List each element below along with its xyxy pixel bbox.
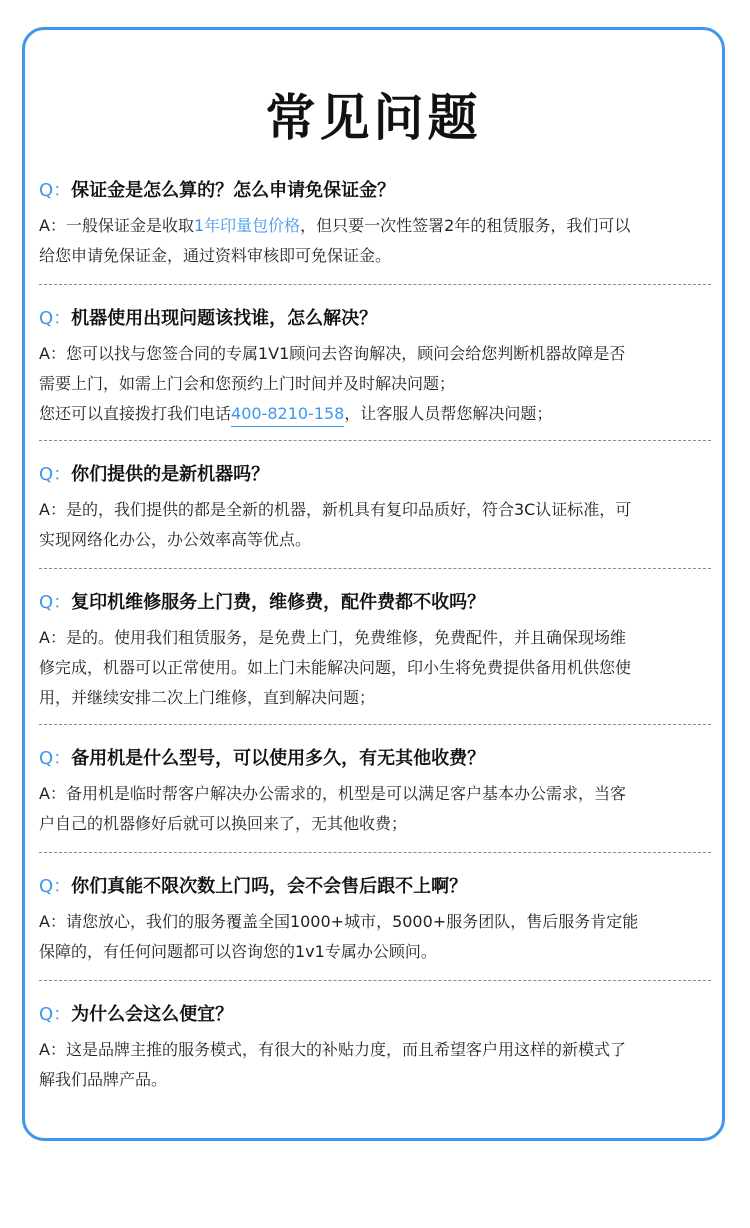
answer-line: A：是的，我们提供的都是全新的机器，新机具有复印品质好，符合3C认证标准，可 (39, 500, 632, 519)
q-prefix: Q： (39, 464, 72, 485)
divider (39, 724, 711, 725)
question-text: 保证金是怎么算的？怎么申请免保证金？ (71, 180, 396, 201)
faq-question (39, 873, 715, 901)
faq-answer (39, 495, 715, 555)
q-prefix: Q： (39, 1004, 72, 1025)
answer-line: A：这是品牌主推的服务模式，有很大的补贴力度，而且希望客户用这样的新模式了 (39, 1040, 626, 1059)
answer-line: A：是的。使用我们租赁服务，是免费上门，免费维修，免费配件，并且确保现场维 (39, 628, 626, 647)
price-highlight: 1年印量包价格 (193, 216, 301, 235)
faq-item (39, 305, 715, 429)
faq-item (39, 745, 715, 839)
faq-item (39, 1001, 715, 1095)
page-title: 常见问题 (265, 89, 482, 147)
faq-answer (39, 779, 715, 839)
question-text: 你们提供的是新机器吗？ (71, 464, 270, 485)
faq-answer (39, 211, 715, 271)
answer-text: A：一般保证金是收取 (39, 216, 194, 235)
divider (39, 284, 711, 285)
faq-item (39, 461, 715, 555)
faq-question (39, 1001, 715, 1029)
answer-line: 解我们品牌产品。 (39, 1070, 168, 1089)
faq-question (39, 305, 715, 333)
faq-item (39, 589, 715, 713)
question-text: 机器使用出现问题该找谁，怎么解决？ (71, 308, 378, 329)
answer-line: A：备用机是临时帮客户解决办公需求的，机型是可以满足客户基本办公需求，当客 (39, 784, 626, 803)
answer-line: 实现网络化办公，办公效率高等优点。 (39, 530, 312, 549)
question-text: 为什么会这么便宜？ (71, 1004, 234, 1025)
q-prefix: Q： (39, 308, 72, 329)
answer-line (39, 211, 715, 241)
divider (39, 568, 711, 569)
q-prefix: Q： (39, 180, 72, 201)
faq-item (39, 177, 715, 271)
faq-answer (39, 1035, 715, 1095)
q-prefix: Q： (39, 592, 72, 613)
faq-question (39, 589, 715, 617)
faq-question (39, 745, 715, 773)
faq-question (39, 461, 715, 489)
q-prefix: Q： (39, 876, 72, 897)
faq-card (22, 27, 725, 1141)
q-prefix: Q： (39, 748, 72, 769)
divider (39, 440, 711, 441)
divider (39, 852, 711, 853)
answer-line (39, 399, 715, 429)
answer-text: ，但只要一次性签署2年的租赁服务，我们可以 (300, 216, 631, 235)
answer-text: 您还可以直接拨打我们电话 (39, 404, 232, 423)
faq-answer (39, 339, 715, 429)
faq-answer (39, 907, 715, 967)
answer-line: 修完成，机器可以正常使用。如上门未能解决问题，印小生将免费提供备用机供您使 (39, 658, 632, 677)
answer-line: 户自己的机器修好后就可以换回来了，无其他收费； (39, 814, 408, 833)
answer-line: A：您可以找与您签合同的专属1V1顾问去咨询解决，顾问会给您判断机器故障是否 (39, 344, 626, 363)
faq-question (39, 177, 715, 205)
answer-line: 给您申请免保证金，通过资料审核即可免保证金。 (39, 246, 392, 265)
answer-line: 需要上门，如需上门会和您预约上门时间并及时解决问题； (39, 374, 456, 393)
faq-answer (39, 623, 715, 713)
answer-line: A：请您放心，我们的服务覆盖全国1000+城市，5000+服务团队，售后服务肯定能 (39, 912, 639, 931)
phone-number-link[interactable]: 400-8210-158 (231, 404, 344, 427)
question-text: 复印机维修服务上门费，维修费，配件费都不收吗？ (71, 592, 486, 613)
question-text: 备用机是什么型号，可以使用多久，有无其他收费？ (71, 748, 486, 769)
answer-text: ，让客服人员帮您解决问题； (344, 404, 553, 423)
question-text: 你们真能不限次数上门吗，会不会售后跟不上啊？ (71, 876, 468, 897)
answer-line: 用，并继续安排二次上门维修，直到解决问题； (39, 688, 376, 707)
divider (39, 980, 711, 981)
answer-line: 保障的，有任何问题都可以咨询您的1v1专属办公顾问。 (39, 942, 437, 961)
faq-item (39, 873, 715, 967)
